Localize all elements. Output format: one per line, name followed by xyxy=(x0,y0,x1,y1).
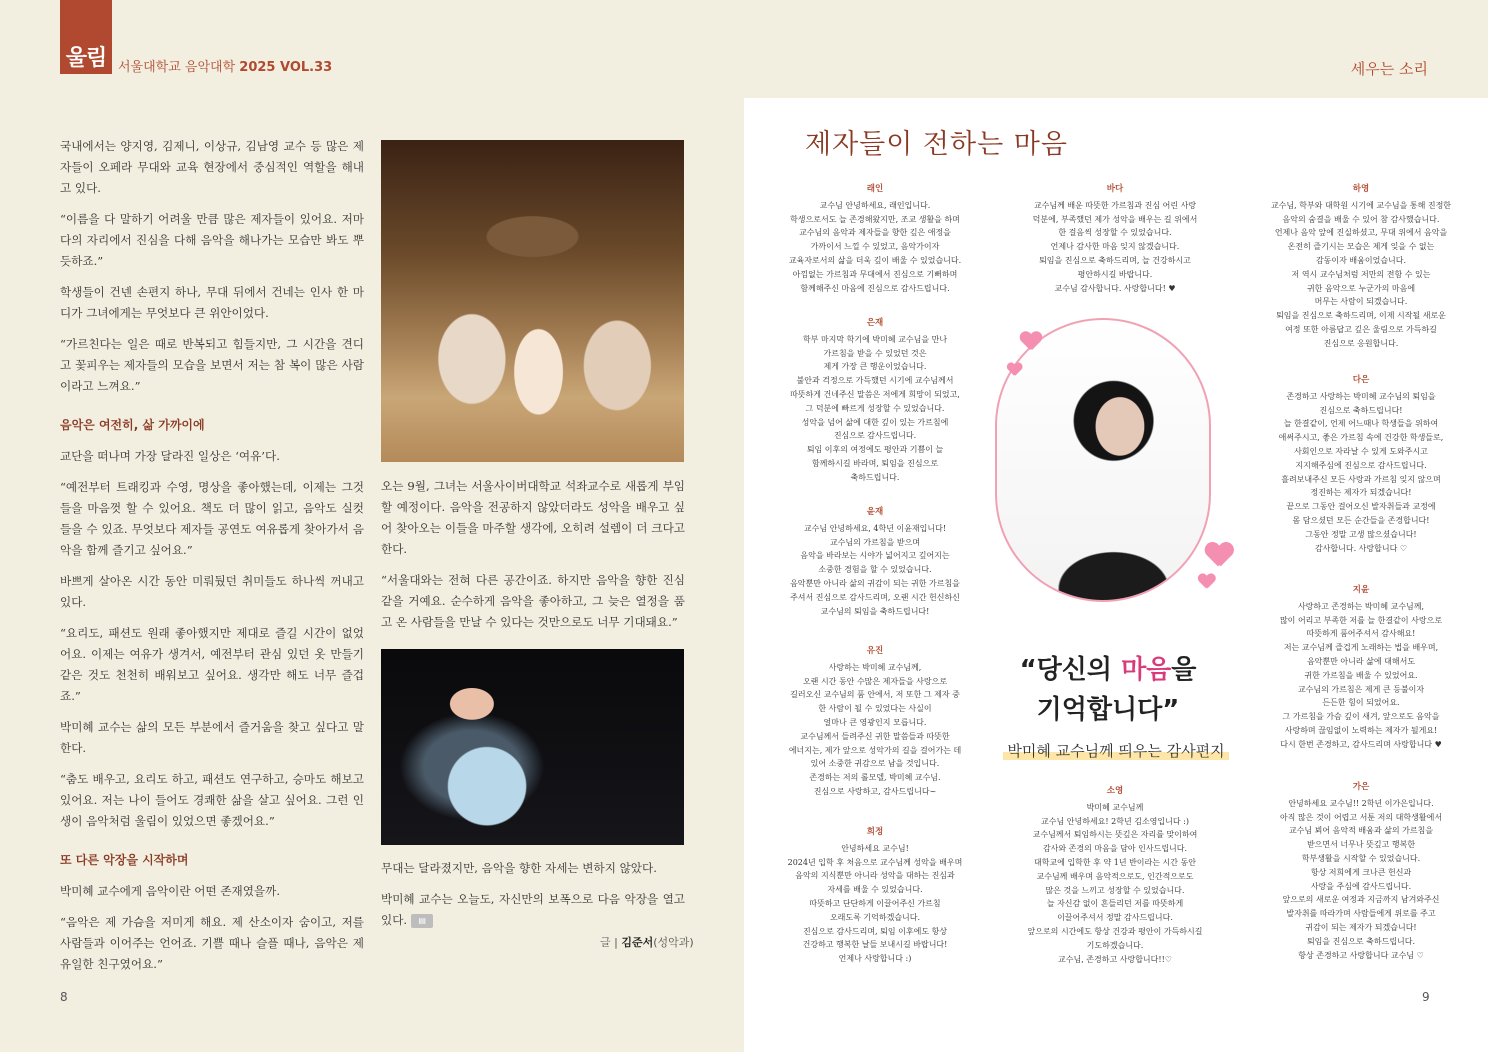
letter-body: 안녕하세요 교수님!! 2학년 이가은입니다. 아직 많은 것이 어렵고 서툰 저의 대학생활에서 교수님 뵈어 음악적 배움과 삶의 가르침을 받으면서 너무나 뜻깊고 행복한 학부생활을 시작할 수 있었습니다. 항상 저희에게 크나큰 헌신과 사랑을 주심에 감사드립니다. 앞으로의 새로운 여정과 지금까지 남겨와주신 발자취를 따라가며 사람들에게 위로를 주고 귀감이 되는 제자가 되겠습니다! 퇴임을 진심으로 축하드립니다. 항상 존경하고 사랑합니다 교수님 ♡ xyxy=(1279,798,1443,960)
professor-portrait xyxy=(995,318,1211,602)
letter-author: 은재 xyxy=(866,318,884,328)
quote-text: “당신의 xyxy=(1019,655,1122,685)
article-column-left xyxy=(60,136,364,985)
letter-card xyxy=(1250,183,1472,351)
letter-author: 다은 xyxy=(1352,375,1370,385)
paragraph xyxy=(381,889,685,931)
article-column-middle xyxy=(381,476,685,643)
letter-author: 바다 xyxy=(1106,184,1124,194)
letter-author: 희정 xyxy=(866,827,884,837)
paragraph: 교단을 떠나며 가장 달라진 일상은 ‘여유’다. xyxy=(60,449,280,463)
magazine-logo: 울림 xyxy=(60,44,112,74)
magazine-header xyxy=(118,56,332,75)
letter-author: 소영 xyxy=(1106,786,1124,796)
credit-dept: (성악과) xyxy=(653,936,694,949)
paragraph: 박미혜 교수에게 음악이란 어떤 존재였을까. xyxy=(60,884,281,898)
subheading-2: 또 다른 악장을 시작하며 xyxy=(60,853,189,867)
page-number-left: 8 xyxy=(60,990,68,1004)
paragraph: “음악은 제 가슴을 저미게 해요. 제 산소이자 숨이고, 저를 사람들과 이어주는 언어죠. 기쁠 때나 슬플 때나, 음악은 제 유일한 친구였어요.” xyxy=(60,915,364,971)
paragraph: 무대는 달라졌지만, 음악을 향한 자세는 변하지 않았다. xyxy=(381,861,657,875)
letter-body: 존경하고 사랑하는 박미혜 교수님의 퇴임을 진심으로 축하드립니다! 늘 한결같이, 언제 어느때나 학생들을 위하여 애써주시고, 좋은 가르침 속에 건강한 학생들로, 사회인으로 자라날 수 있게 도와주시고 지지해주심에 진심으로 감사드립니다. 흘려보내주신 모든 사랑과 가르침 잊지 않으며 정진하는 제자가 되겠습니다! 끝으로 그동안 걸어오신 발자취들과 교정에 몸 담으셨던 모든 순간들을 존경합니다! 그동안 정말 고생 많으셨습니다! 감사합니다. 사랑합니다 ♡ xyxy=(1278,391,1444,553)
letter-body: 사랑하고 존경하는 박미혜 교수님께, 많이 어리고 부족한 저를 늘 한결같이 사랑으로 따뜻하게 품어주셔서 감사해요! 저는 교수님께 즐겁게 노래하는 법을 배우며, 음악뿐만 아니라 삶에 대해서도 귀한 가르침을 배울 수 있었어요. 교수님의 가르침은 제게 큰 등불이자 든든한 힘이 되었어요. 그 가르침을 가슴 깊이 새겨, 앞으로도 음악을 사랑하며 끊임없이 노력하는 제자가 될게요! 다시 한번 존경하고, 감사드리며 사랑합니다 ♥ xyxy=(1279,601,1443,749)
letter-body: 교수님 안녕하세요, 래인입니다. 학생으로서도 늘 존경해왔지만, 조교 생활을 하며 교수님의 음악과 제자들을 향한 깊은 애정을 가까이서 느낄 수 있었고, 음악가이자 교육자로서의 삶을 더욱 깊이 배울 수 있었습니다. 아낌없는 가르침과 무대에서 진심으로 기뻐하며 함께해주신 마음에 진심으로 감사드립니다. xyxy=(788,200,962,293)
article-column-middle-end xyxy=(381,858,685,941)
letter-card xyxy=(1250,781,1472,962)
letter-author: 가은 xyxy=(1352,782,1370,792)
letter-author: 지윤 xyxy=(1352,585,1370,595)
letter-card xyxy=(1005,183,1225,295)
paragraph: “예전부터 트래킹과 수영, 명상을 좋아했는데, 이제는 그것들을 마음껏 할 수 있어요. 책도 더 많이 읽고, 음악도 실컷 들을 수 있죠. 무엇보다 제자들 공연도 여유롭게 찾아가서 음악을 함께 즐기고 싶어요.” xyxy=(60,480,364,557)
letter-card xyxy=(1250,374,1472,555)
paragraph: “이름을 다 말하기 어려울 만큼 많은 제자들이 있어요. 저마다의 자리에서 진심을 다해 음악을 해나가는 모습만 봐도 뿌듯하죠.” xyxy=(60,212,364,268)
quote-line-1 xyxy=(1000,650,1216,690)
paragraph: 국내에서는 양지영, 김제니, 이상규, 김남영 교수 등 많은 제자들이 오페라 무대와 교육 현장에서 중심적인 역할을 해내고 있다. xyxy=(60,139,364,195)
paragraph: 박미혜 교수는 삶의 모든 부분에서 즐거움을 찾고 싶다고 말한다. xyxy=(60,720,364,755)
letter-card xyxy=(1005,785,1225,966)
section-label: 세우는 소리 xyxy=(1350,60,1428,78)
letter-author: 래인 xyxy=(866,184,884,194)
quote-text: 을 xyxy=(1171,655,1197,685)
letter-card xyxy=(765,645,985,799)
letter-card xyxy=(765,317,985,485)
paragraph: “가르친다는 일은 때로 반복되고 힘들지만, 그 시간을 견디고 꽃피우는 제자들의 모습을 보면서 저는 참 복이 많은 사람이라고 느껴요.” xyxy=(60,337,364,393)
heart-icon xyxy=(1020,332,1040,352)
quote-highlight: 마음 xyxy=(1121,655,1172,685)
singer-performance-photo xyxy=(381,649,684,845)
right-header-band xyxy=(744,0,1488,98)
letter-body: 박미혜 교수님께 교수님 안녕하세요! 2학년 김소영입니다 :) 교수님께서 퇴임하시는 뜻깊은 자리를 맞이하여 감사와 존경의 마음을 담아 인사드립니다. 대학교에 입학한 후 약 1년 반이라는 시간 동안 교수님께 배우며 음악적으로도, 인간적으로도 많은 것을 느끼고 성장할 수 있었습니다. 늘 자신감 없이 흔들리던 저를 따뜻하게 이끌어주셔서 정말 감사드립니다. 앞으로의 시간에도 항상 건강과 평안이 가득하시길 기도하겠습니다. 교수님, 존경하고 사랑합니다!!♡ xyxy=(1027,802,1203,964)
opera-stage-photo xyxy=(381,140,684,462)
paragraph: 학생들이 건넨 손편지 하나, 무대 뒤에서 건네는 인사 한 마디가 그녀에게는 무엇보다 큰 위안이었다. xyxy=(60,285,364,320)
letter-card xyxy=(765,826,985,966)
subheading-1: 음악은 여전히, 삶 가까이에 xyxy=(60,418,205,432)
letter-card xyxy=(765,506,985,618)
letter-author: 윤재 xyxy=(866,507,884,517)
paragraph: “서울대와는 전혀 다른 공간이죠. 하지만 음악을 향한 진심같을 거예요. 순수하게 음악을 좋아하고, 그 늦은 열정을 품고 온 사람들을 만날 수 있다는 것만으로도 너무 기대돼요.” xyxy=(381,573,685,629)
letter-body: 안녕하세요 교수님! 2024년 입학 후 처음으로 교수님께 성악을 배우며 음악의 지식뿐만 아니라 성악을 대하는 진심과 자세를 배울 수 있었습니다. 따뜻하고 단단하게 이끌어주신 가르침 오래도록 기억하겠습니다. 진심으로 감사드리며, 퇴임 이후에도 항상 건강하고 행복한 날들 보내시길 바랍니다! 언제나 사랑합니다 :) xyxy=(787,843,963,964)
author-credit xyxy=(600,934,694,950)
subtitle-text: 박미혜 교수님께 띄우는 감사편지 xyxy=(1003,742,1228,760)
header-title: 서울대학교 음악대학 xyxy=(118,60,236,75)
letter-body: 학부 마지막 학기에 박미혜 교수님을 만나 가르침을 받을 수 있었던 것은 제게 가장 큰 행운이었습니다. 불안과 걱정으로 가득했던 시기에 교수님께서 따뜻하게 건네주신 말씀은 저에게 희망이 되었고, 그 덕분에 빠르게 성장할 수 있었습니다. 성악을 넘어 삶에 대한 깊이 있는 가르침에 진심으로 감사드립니다. 퇴임 이후의 여정에도 평안과 기쁨이 늘 함께하시길 바라며, 퇴임을 진심으로 축하드립니다. xyxy=(790,334,960,482)
right-page-title: 제자들이 전하는 마음 xyxy=(805,129,1068,160)
letter-card xyxy=(765,183,985,295)
letter-body: 교수님께 배운 따뜻한 가르침과 진심 어린 사랑 덕분에, 부족했던 제가 성악을 배우는 길 위에서 한 걸음씩 성장할 수 있었습니다. 언제나 감사한 마음 잊지 않겠습니다. 퇴임을 진심으로 축하드리며, 늘 건강하시고 평안하시길 바랍니다. 교수님 감사합니다. 사랑합니다! ♥ xyxy=(1032,200,1198,293)
letter-card xyxy=(1250,584,1472,752)
quote-subtitle xyxy=(996,740,1236,761)
credit-name: 김준서 xyxy=(621,936,654,949)
quote-line-2: 기억합니다” xyxy=(1036,695,1180,725)
quote-title xyxy=(1000,650,1216,730)
heart-icon xyxy=(1007,363,1021,377)
heart-icon xyxy=(1198,574,1214,590)
header-issue: 2025 VOL.33 xyxy=(239,60,333,75)
letter-body: 교수님 안녕하세요, 4학년 이윤재입니다! 교수님의 가르침을 받으며 음악을 바라보는 시야가 넓어지고 깊어지는 소중한 경험을 할 수 있었습니다. 음악뿐만 아니라 삶의 귀감이 되는 귀한 가르침을 주셔서 진심으로 감사드리며, 오랜 시간 헌신하신 교수님의 퇴임을 축하드립니다! xyxy=(790,523,960,616)
paragraph: 바쁘게 살아온 시간 동안 미뤄뒀던 취미들도 하나씩 꺼내고 있다. xyxy=(60,574,364,609)
letter-author: 하영 xyxy=(1352,184,1370,194)
paragraph: “요리도, 패션도 원래 좋아했지만 제대로 즐길 시간이 없었어요. 이제는 여유가 생겨서, 예전부터 관심 있던 옷 만들기 같은 것도 천천히 배워보고 싶어요. 생각만 해도 너무 즐겁죠.” xyxy=(60,626,364,703)
letter-author: 유진 xyxy=(866,646,884,656)
letter-body: 교수님, 학부와 대학원 시기에 교수님을 통해 진정한 음악의 숨결을 배울 수 있어 참 감사했습니다. 언제나 음악 앞에 진실하셨고, 무대 위에서 음악을 온전히 즐기시는 모습은 제게 잊을 수 없는 감동이자 배움이었습니다. 저 역시 교수님처럼 저만의 전함 수 있는 귀한 음악으로 누군가의 마음에 머무는 사람이 되겠습니다. 퇴임을 진심으로 축하드리며, 이제 시작될 새로운 여정 또한 아름답고 깊은 울림으로 가득하길 진심으로 응원합니다. xyxy=(1270,200,1452,348)
credit-prefix: 글 | xyxy=(600,936,618,949)
end-mark-icon: ▤ xyxy=(411,914,433,928)
page-number-right: 9 xyxy=(1422,990,1430,1004)
paragraph: 오는 9월, 그녀는 서울사이버대학교 석좌교수로 새롭게 부임할 예정이다. 음악을 전공하지 않았더라도 성악을 배우고 싶어 찾아오는 이들을 마주할 생각에, 오히려 설렘이 더 크다고 한다. xyxy=(381,479,685,556)
heart-icon xyxy=(1205,543,1231,569)
closing-paragraph: 박미혜 교수는 오늘도, 자신만의 보폭으로 다음 악장을 열고 있다. xyxy=(381,892,685,927)
letter-body: 사랑하는 박미혜 교수님께, 오랜 시간 동안 수많은 제자들을 사랑으로 길러오신 교수님의 품 안에서, 저 또한 그 제자 중 한 사람이 될 수 있었다는 사실이 얼마나 큰 영광인지 모릅니다. 교수님께서 들려주신 귀한 말씀들과 따뜻한 에너지는, 제가 앞으로 성악가의 길을 걸어가는 데 있어 소중한 귀감으로 남을 것입니다. 존경하는 저의 롤모델, 박미혜 교수님. 진심으로 사랑하고, 감사드립니다~ xyxy=(788,662,962,796)
paragraph: “춤도 배우고, 요리도 하고, 패션도 연구하고, 승마도 해보고 있어요. 저는 나이 들어도 경쾌한 삶을 살고 싶어요. 그런 인생이 음악처럼 울림이 있었으면 좋겠어요.” xyxy=(60,772,364,828)
